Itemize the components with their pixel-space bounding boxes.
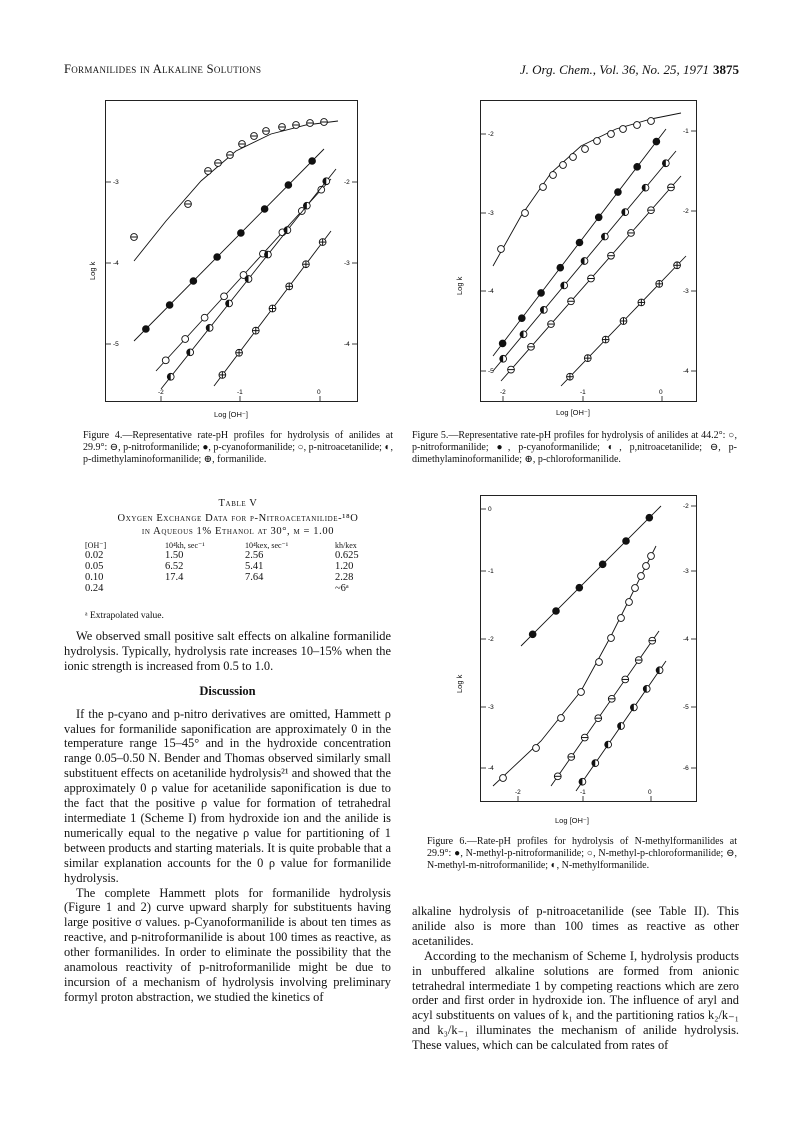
data-point (221, 293, 228, 300)
right-column-text (412, 904, 739, 1053)
tick-label: -1 (488, 568, 494, 575)
data-point (557, 264, 564, 271)
tick-label: -4 (683, 368, 689, 375)
data-point (638, 573, 645, 580)
table-5 (85, 541, 390, 594)
table-5-label: Table V (218, 498, 258, 509)
fig5-y-axis-label: Log k (455, 276, 464, 295)
data-point (623, 538, 630, 545)
cell (245, 583, 335, 594)
running-header-journal (520, 62, 739, 78)
tick-label: -1 (580, 789, 586, 796)
paragraph-hammett-rho: If the p-cyano and p-nitro derivatives are omitted, Hammett ρ values for formanilide saponification are approximately 0 in the temperature range 15–45° and in the hydroxide concentration range 0.05–0.50 N. Bender and Thomas observed similarly small substituent effects on acetanilide hydrolysis²¹ and showed that the approximately 0 ρ value for acetanilide saponification is due to the fact that the positive ρ value for formation of tetrahedral intermediate 1 (Scheme I) from hydroxide ion and the anilide is numerically equal to the negative ρ value for partitioning of 1 between products and starting materials. It is quite probable that a similar explanation accounts for the 0 ρ value for formanilide hydrolysis. (64, 706, 391, 885)
running-header-title: Formanilides in Alkaline Solutions (64, 62, 262, 76)
tick-label: 0 (317, 389, 321, 396)
tick-label: -3 (488, 704, 494, 711)
data-point (608, 131, 615, 138)
col-header-ratio: kh/kex (335, 541, 357, 550)
tick-label: 0 (659, 389, 663, 396)
cell (165, 583, 245, 594)
tick-label: -3 (344, 260, 350, 267)
data-point (643, 563, 650, 570)
cell: 17.4 (165, 572, 184, 583)
data-point (522, 210, 529, 217)
data-point (533, 745, 540, 752)
figure-5-caption: Figure 5.—Representative rate-pH profiles for hydrolysis of anilides at 44.2°: ○, p-nitroformanilide; ●, p-cyanoformanilide; ◐, p,nitroacetanilide; ⊖, p-dimethylaminoformanilide; ⊕, p-chloroformanilide. (412, 430, 737, 465)
data-point (214, 254, 221, 261)
figure-4-caption: Figure 4.—Representative rate-pH profiles for hydrolysis of anilides at 29.9°: ⊖, p-nitroformanilide; ●, p-cyanoformanilide; ○, p-nitroacetanilide; ◐, p-dimethylaminoformanilide; ⊕, formanilide. (83, 430, 393, 465)
tick-label: -2 (488, 131, 494, 138)
data-point (550, 172, 557, 179)
data-point (166, 302, 173, 309)
tick-label: -5 (683, 704, 689, 711)
data-point (634, 122, 641, 129)
data-point (261, 206, 268, 213)
fig6-x-axis-label: Log [OH⁻] (555, 816, 589, 825)
data-point (634, 163, 641, 170)
table-row (85, 572, 390, 583)
tick-label: -2 (488, 636, 494, 643)
data-point (182, 336, 189, 343)
data-point (632, 585, 639, 592)
figure-4-svg (106, 101, 357, 401)
table-row (85, 561, 390, 572)
cell: 0.05 (85, 561, 104, 572)
table-row (85, 583, 390, 594)
data-point (560, 162, 567, 169)
tick-label: -2 (683, 208, 689, 215)
data-point (518, 315, 525, 322)
data-point (594, 138, 601, 145)
figure-6-caption: Figure 6.—Rate-pH profiles for hydrolysis of N-methylformanilides at 29.9°: ●, N-methyl-p-nitroformanilide; ○, N-methyl-p-chloroformanilide; ⊖, N-methyl-m-nitroformanilide; ◐, N-methylformanilide. (427, 836, 737, 871)
data-point (615, 189, 622, 196)
data-point (582, 146, 589, 153)
rate-profile-curve (134, 149, 324, 341)
cell: 5.41 (245, 561, 264, 572)
data-point (608, 635, 615, 642)
data-point (648, 553, 655, 560)
data-point (500, 775, 507, 782)
paragraph-hammett-plots: The complete Hammett plots for formanilide hydrolysis (Figure 1 and 2) curve upward sharply for substituents having large positive σ values. p-Cyanoformanilide is about ten times as reactive, and p-nitroformanilide is about 100 times as reactive, as other formanilides. In order to eliminate the possibility that the anamolous reactivity of p-nitroformanilide might be due to incursion of a mechanism of hydrolysis involving preliminary formyl proton abstraction, we studied the kinetics of (64, 885, 391, 1004)
figure-6-plot (480, 495, 697, 802)
data-point (596, 659, 603, 666)
cell: 0.625 (335, 550, 359, 561)
tick-label: -1 (683, 128, 689, 135)
tick-label: -2 (158, 389, 164, 396)
cell: 2.56 (245, 550, 264, 561)
data-point (578, 689, 585, 696)
tick-label: 0 (488, 506, 492, 513)
figure-4-plot (105, 100, 358, 402)
tick-label: -2 (515, 789, 521, 796)
tick-label: -2 (500, 389, 506, 396)
tick-label: -3 (683, 568, 689, 575)
col-header-kex: 10⁴kex, sec⁻¹ (245, 541, 289, 550)
journal-citation: J. Org. Chem., Vol. 36, No. 25, 1971 (519, 62, 709, 77)
tick-label: -3 (113, 179, 119, 186)
data-point (285, 182, 292, 189)
data-point (142, 326, 149, 333)
data-point (570, 154, 577, 161)
cell: 0.02 (85, 550, 104, 561)
table-5-title: Oxygen Exchange Data for p-Nitroacetanilide-¹⁸O (117, 513, 359, 524)
tick-label: 0 (648, 789, 652, 796)
data-point (538, 290, 545, 297)
tick-label: -2 (344, 179, 350, 186)
data-point (309, 158, 316, 165)
data-point (576, 584, 583, 591)
data-point (553, 608, 560, 615)
tick-label: -5 (488, 368, 494, 375)
data-point (190, 278, 197, 285)
data-point (595, 214, 602, 221)
data-point (237, 230, 244, 237)
tick-label: -4 (683, 636, 689, 643)
discussion-heading: Discussion (199, 683, 256, 698)
tick-label: -3 (683, 288, 689, 295)
fig6-y-axis-label: Log k (455, 674, 464, 693)
fig4-x-axis-label: Log [OH⁻] (214, 410, 248, 419)
data-point (529, 631, 536, 638)
rate-profile-curve (493, 113, 681, 266)
cell: 0.24 (85, 583, 104, 594)
tick-label: -6 (683, 765, 689, 772)
page-number: 3875 (713, 62, 739, 77)
tick-label: -4 (344, 341, 350, 348)
figure-5-svg (481, 101, 696, 401)
figure-5-plot (480, 100, 697, 402)
rate-profile-curve (134, 121, 338, 261)
cell: 6.52 (165, 561, 184, 572)
tick-label: -4 (488, 765, 494, 772)
rate-profile-curve (493, 546, 656, 786)
table-header-row (85, 541, 390, 550)
data-point (618, 615, 625, 622)
data-point (620, 126, 627, 133)
data-point (540, 184, 547, 191)
data-point (499, 340, 506, 347)
data-point (646, 514, 653, 521)
cell: 7.64 (245, 572, 264, 583)
fig4-y-axis-label: Log k (88, 261, 97, 280)
data-point (626, 599, 633, 606)
data-point (599, 561, 606, 568)
paragraph-salt-effects: We observed small positive salt effects on alkaline formanilide hydrolysis. Typically, hydrolysis rate increases 10–15% when the ionic strength is increased from 0.5 to 1.0. (64, 629, 391, 673)
tick-label: -5 (113, 341, 119, 348)
paragraph-nitroacetanilide: alkaline hydrolysis of p-nitroacetanilide (see Table II). This anilide also is more than 100 times as reactive as other acetanilides. (412, 904, 739, 948)
tick-label: -4 (488, 288, 494, 295)
data-point (558, 715, 565, 722)
col-header-kh: 10⁴kh, sec⁻¹ (165, 541, 205, 550)
fig5-x-axis-label: Log [OH⁻] (556, 408, 590, 417)
paragraph-scheme-mechanism: According to the mechanism of Scheme I, hydrolysis products in unbuffered alkaline solutions are formed from anionic tetrahedral intermediate 1 by competing reactions which are zero order and first order in hydroxide ion. The influence of aryl and acyl substituents on values of k₁ and the partitioning ratios k₂/k₋₁ and k₃/k₋₁ illuminates the mechanism of anilide hydrolysis. These values, which can be calculated from rates of (412, 948, 739, 1053)
cell: 1.20 (335, 561, 354, 572)
tick-label: -1 (580, 389, 586, 396)
table-row (85, 550, 390, 561)
table-5-footnote: ᵃ Extrapolated value. (85, 611, 164, 621)
col-header-oh: [OH⁻] (85, 541, 107, 550)
cell: 1.50 (165, 550, 184, 561)
data-point (201, 314, 208, 321)
tick-label: -2 (683, 503, 689, 510)
data-point (648, 118, 655, 125)
tick-label: -4 (113, 260, 119, 267)
data-point (653, 138, 660, 145)
table-5-conditions: in Aqueous 1% Ethanol at 30°, μ = 1.00 (141, 526, 335, 537)
cell: ~6ᵃ (335, 583, 349, 594)
data-point (576, 239, 583, 246)
figure-6-svg (481, 496, 696, 801)
data-point (162, 357, 169, 364)
cell: 2.28 (335, 572, 354, 583)
tick-label: -3 (488, 210, 494, 217)
cell: 0.10 (85, 572, 104, 583)
data-point (498, 246, 505, 253)
tick-label: -1 (237, 389, 243, 396)
left-column-text (64, 629, 391, 1005)
